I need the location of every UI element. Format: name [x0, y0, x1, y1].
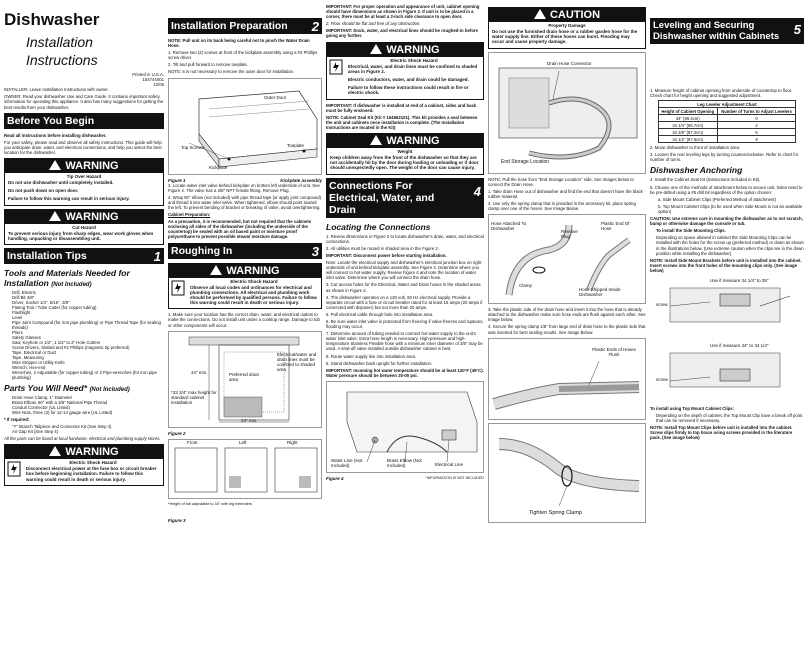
cabinet-title: Cabinet Preparation:: [168, 212, 211, 218]
drain-step: 1. Take drain Hose out of dishwasher and find the end that doesn't have the black rubber material.: [488, 188, 643, 199]
list-item: • Driver, Socket 1/4", 5/16", 3/8": [12, 300, 164, 305]
important-4: IMPORTANT: Disconnect power before starting installation.: [326, 252, 447, 258]
installer-note: INSTALLER: Leave Installation Instructions with owner.: [4, 87, 109, 93]
warning-electric-shock-3: WARNING Electric Shock Hazard Electrical, water, and drain lines must be confined to shaded areas in Figure 2. Electric conductors, water, and drain could be damaged. Failure to follow these instructions could result in fire or electric shock.: [326, 42, 484, 100]
parts-list: [4, 395, 164, 415]
list-item: • Screw Drivers, Slotted and #2 Phillips (magnetic tip preferred): [12, 345, 164, 350]
list-item: • Drill Bit 3/8": [12, 295, 164, 300]
table-row: 34 3/8" (87.2cm) 6: [658, 129, 796, 136]
note-seal-kit: NOTE: Cabinet Seal Kit (Kit # 154662101). This kit provides a seal between the unit and cabinets once installation is complete. (The Installation Instructions are located in the Kit): [326, 114, 478, 130]
drain-step: 2. Use only the spring clamp that is provided in the accessory kit, place spring clamp over one of the hoses. See Image Below.: [488, 200, 636, 212]
parts-footnote: All the parts can be found at local hardware, electrical and plumbing supply stores.: [4, 436, 161, 442]
loc-step: 1. Review dimensions in Figure 2 to locate dishwasher's drain, water, and electrical connections.: [326, 233, 484, 244]
prep-note: NOTE: Pull unit on its back being careful not to pinch the Water Drain Hose.: [168, 38, 310, 49]
fig3-note: *Height of tub adjustable to 34" with leg extenders: [168, 501, 252, 506]
figure-drain-hose-connector: [488, 52, 646, 174]
anchoring-title: Dishwasher Anchoring: [650, 165, 743, 176]
drain-step: 4. Secure the spring clamp 1/8" from large end of drain hose to the plastic side that was inserted for best sealing results. See Image Below.: [488, 324, 646, 335]
anchor-step: 4. Install the Cabinet Seal Kit (Instructions included in Kit).: [650, 177, 761, 183]
important-3: IMPORTANT: If dishwasher is installed at end of a cabinet, sides and back must be fully enclosed.: [326, 102, 477, 113]
figure-hose-flush: [488, 338, 646, 420]
label-plastic-end: Plastic End Of Hose: [601, 221, 630, 232]
label-clamp: Clamp: [519, 283, 533, 289]
loc-step: 6. Be sure water inlet valve is protected from freezing if valve freezes and ruptures, flooding may occur.: [326, 318, 484, 330]
prep-step: NOTE: It is not necessary to remove the outer door for installation.: [168, 69, 295, 75]
list-item: • Conduit Connector (UL Listed): [12, 405, 164, 410]
label-brass-elbow: Brass Elbow (Not Included): [387, 457, 422, 468]
loc-step: 7. Determine amount of tubing needed to connect hot water supply to the unit's water inlet valve. Extra hose length is necessary. High-pressure and high-temperature Stainless Flexible hose with a minimum inner diameter of 3/8" may be used. A shut-off valve installed outside dishwasher cabinet is best.: [326, 331, 483, 352]
leveling-spacer: [650, 48, 804, 88]
warning-hazard: Electric Shock Hazard: [69, 460, 117, 466]
list-item: • "Y" Branch Tailpiece and Connector Kit (See Step 4): [12, 424, 164, 429]
list-item: • Drain Hose Clamp, 1" Diameter: [12, 395, 164, 400]
label-hose-shipped: Hose Shipped Inside Dishwasher: [579, 287, 621, 298]
label-remove-plug: Remove Plug: [561, 229, 578, 240]
label-width: 24" min.: [241, 417, 258, 423]
warning-line: Do not push down on open door.: [8, 188, 79, 194]
side-clip-up-illustration: [650, 276, 804, 338]
warning-hazard: Tip Over Hazard: [66, 174, 102, 180]
list-item: • Saw, Keyhole or 1/2", 1 1/2" to 2" Hole Cutters: [12, 340, 164, 345]
footer-note: *INFORMATION IS NOT INCLUDED: [425, 475, 484, 480]
label-electrical-line: Electrical Line: [435, 461, 464, 467]
fig4-caption-row: [326, 476, 484, 483]
list-item: • Flaring Tool / Tube Cutter (for copper tubing): [12, 305, 164, 310]
fig3-caption: Figure 3: [168, 517, 186, 523]
list-item: • Wrenches, 2 Adjustable (for copper tubing) or 2 Pipe-wrenches (for iron pipe plumbing): [12, 370, 164, 380]
before-p2: For your safety, please read and observe all safety instructions. This guide will help you anticipate drain, water, and electrical connections, and help you select the best location for the dishwasher.: [4, 139, 162, 155]
table-row: 34" (86.4cm) 0: [658, 115, 796, 122]
warning-tip-over: WARNING Tip Over Hazard Do not use dishwasher until completely installed. Do not push down on open door. Failure to follow this warning can result in serious injury.: [4, 158, 164, 206]
anchor-step: 5. Choose one of the methods of attachment below to secure unit, holes need to be pre-drilled using a #5 drill bit regardless of the option chosen:: [650, 184, 803, 195]
figure-3-views: [168, 439, 322, 499]
warning-line: To prevent serious injury from sharp edges, wear work gloves when handling, unpacking or disassembling unit.: [8, 230, 154, 241]
list-item: • Flashlight: [12, 310, 164, 315]
caution-property-damage: CAUTION Property Damage Do not use the furnished drain hose or a rubber garden hose for the water supply line. Either of these hoses can burst. Flooding may occur and cause property damage.: [488, 7, 646, 49]
caution-line: Do not use the furnished drain hose or a rubber garden hose for the water supply line. Either of these hoses can burst. Flooding may occur and cause property damage.: [492, 29, 638, 45]
warning-line: Failure to follow this warning can result in serious injury.: [8, 196, 130, 202]
fig2-caption-row: [168, 431, 322, 436]
shock-icon: [327, 57, 345, 99]
warning-electric-shock-2: WARNING Electric Shock Hazard Observe all local codes and ordinances for electrical and plumbing connections. All electrical and plumbing work should be performed by qualified persons. Failure to follow this warning could result in death or serious injury.: [168, 263, 322, 310]
label-toeplate: Toeplate: [287, 142, 305, 148]
level-step: 3. Loosen the rear leveling legs by turning counterclockwise. Refer to chart for number of turns.: [650, 152, 799, 163]
doc-subtitle-1: Installation: [26, 34, 93, 50]
table-title: Leg Leveler Adjustment Chart: [658, 101, 796, 108]
doc-title: Dishwasher: [4, 10, 100, 29]
column-2: [168, 4, 322, 642]
label-use-if-1: Use if measure 34 1/4" to 35": [710, 277, 769, 283]
section-leveling: Leveling and Securing Dishwasher within Cabinets 5: [650, 18, 804, 44]
section-installation-preparation: Installation Preparation 2: [168, 18, 322, 34]
column-5: [650, 4, 804, 642]
column-3: [326, 4, 484, 642]
important-5: IMPORTANT: Incoming hot water temperature should be at least 120°F (49°C). Water pressure should be between 20-00 psi.: [326, 367, 484, 378]
column-4: [488, 4, 646, 642]
label-preferred-drain: Preferred drain area: [229, 371, 260, 382]
table-row: 34 1/4" (86.7cm) 2: [658, 122, 796, 129]
step-2: 2. Floor should be flat and free of any obstruction.: [326, 21, 421, 27]
section-connections: Connections For Electrical, Water, and Drain 4: [326, 178, 484, 218]
prep-step: 4. Wrap 90° elbow (not included) with pipe thread tape (or apply joint compound) and thread it into water inlet valve. When tightened, elbow should point toward the left. To prevent bending of bracket or breaking of valve, avoid overtightening.: [168, 194, 322, 210]
fig4-caption: Figure 4: [326, 475, 344, 481]
label-height: 34" min.: [191, 369, 208, 375]
important-1: IMPORTANT: For proper operation and appearance of unit, cabinet opening should have dimensions as shown in Figure 2. If unit is to be placed in a corner, there must be at least a 2-inch side clearance to open door.: [326, 4, 480, 20]
figure-4-connections: [326, 381, 484, 473]
shock-icon: [5, 459, 23, 485]
doc-subtitle-2: Instructions: [26, 52, 98, 68]
figure-hose-clamp: [488, 214, 646, 304]
label-drain-hose-connector: Drain Hose Connector: [547, 60, 592, 66]
caution-icon: [534, 9, 546, 19]
list-item: • Safety Glasses: [12, 335, 164, 340]
section-before-you-begin: Before You Begin: [4, 113, 164, 129]
loc-note: Note: Locate the electrical supply and dishwasher's electrical junction box on right underside of unit behind kickplate assembly. See Figure 4. Determine where you will connect to hot water supply. Review Figure 4 and note the location of water inlet valve. Determine where you will connect the drain hose.: [326, 260, 482, 281]
warning-line: Keep children away from the front of the dishwasher so that they are not accidentally hit by the door during loading or unloading or if door should unexpectedly open. The weight of the door can cause injury.: [330, 155, 479, 171]
warning-icon: [370, 44, 382, 54]
warning-electric-shock-1: WARNING Electric Shock Hazard Disconnect electrical power at the fuse box or circuit breaker box before beginning installation. Failure to follow this warning could result in death or serious injury.: [4, 444, 164, 486]
note-top-install: NOTE: Install Top Mount Clips before unit is installed into the cabinet. Screw clips firmly to top brace using screws provided in the literature pack. (See image below): [650, 425, 793, 441]
leg-leveler-table: [658, 100, 797, 143]
warning-line: Do not use dishwasher until completely installed.: [8, 180, 114, 186]
label-standard: *33 3/4" max height for standard cabinet installation: [171, 389, 217, 405]
note-side-install: NOTE: Install Side Mount Brackets before unit is installed into the cabinet. Insert screws into the front holes of the mounting clips only. (See image below): [650, 257, 802, 273]
drain-step: 3. Take the plastic side of the drain hose and insert it into the hose that is already attached to the dishwasher make sure hose ends are flush against each other. See Image below.: [488, 307, 646, 323]
tools-title: Tools and Materials Needed for Installation (Not Included): [4, 268, 130, 289]
caution-line: CAUTION: Use extreme care in mounting the dishwasher as to not scratch, bump or otherwise damage the console or tub.: [650, 216, 803, 227]
anchor-option: b. Top Mount Cabinet Clips (to be used when Side Mount is not an available option): [658, 203, 803, 214]
side-title: To install the Side Mounting Clips.: [656, 228, 726, 234]
warning-line: Observe all local codes and ordinances for electrical and plumbing connections. All electrical and plumbing work should be performed by qualified persons. Failure to follow this warning could result in death or serious injury.: [190, 284, 317, 306]
loc-step: 5. Pull electrical cable through hole into installation area.: [326, 311, 434, 317]
warning-hazard: Electric Shock Hazard: [230, 278, 278, 284]
label-left: Left: [239, 439, 247, 445]
prep-step: 3. Locate water inlet valve behind kickplate on bottom left underside of unit. See Figure 4. The valve has a 3/8" NPT female fitting. Remove Plug.: [168, 182, 320, 193]
loc-step: 3. Cut access holes for the Electrical, Water and Drain hoses in the shaded areas as shown in Figure 2.: [326, 282, 481, 293]
label-screw: screw: [656, 376, 668, 382]
print-info: [4, 72, 164, 87]
label-outer-door: Outer Door: [264, 94, 287, 100]
warning-line: Disconnect electrical power at the fuse box or circuit breaker box before beginning installation. Failure to follow this warning could result in death or serious injury.: [26, 466, 157, 482]
list-item: • Pipe Joint Compound (for iron pipe plumbing) or Pipe Thread Tape (for sealing threads): [12, 320, 164, 330]
warning-icon: [370, 135, 382, 145]
label-screw: screw: [656, 301, 668, 307]
warning-weight: WARNING Weight Keep children away from the front of the dishwasher so that they are not accidentally hit by the door during loading or unloading or if door should unexpectedly open. The weight of the door can cause injury.: [326, 133, 484, 175]
part-number: 154744001: [142, 77, 164, 83]
list-item: • Wire Stripper or Utility Knife: [12, 360, 164, 365]
list-item: • Tape, Measuring: [12, 355, 164, 360]
table-header: Number of Turns to Adjust Levelers: [717, 108, 795, 115]
list-item: • Drill, Electric: [12, 290, 164, 295]
drain-connector-illustration: [489, 53, 645, 173]
warning-icon: [49, 446, 61, 456]
figure-1-kickplate: [168, 78, 322, 175]
label-kickplate: Kickplate: [209, 164, 228, 170]
prep-step: 2. Tilt and pull forward to remove toeplate.: [168, 62, 249, 68]
owner-note: OWNER: Read your dishwasher Use and Care Guide. It contains important safety information for operating this appliance. It also has many suggestions for getting the best results from your dishwasher.: [4, 94, 164, 110]
warning-line: Electric conductors, water, and drain could be damaged.: [348, 76, 469, 82]
before-p1: Read all instructions before installing dishwasher.: [4, 132, 107, 138]
list-item: • Wrench, Hex-end: [12, 365, 164, 370]
required-list: [4, 424, 164, 434]
loc-step: 2. All utilities must be routed in shaded area in the Figure 2.: [326, 245, 439, 251]
section-roughing-in: Roughing In 3: [168, 243, 322, 259]
figure-tighten-clamp: [488, 423, 646, 523]
important-2: IMPORTANT: Drain, water, and electrical lines should be roughed-in before going any further.: [326, 28, 479, 39]
warning-line: Failure to follow these instructions could result in fire or electric shock.: [348, 85, 469, 96]
side-clip-down-illustration: [650, 341, 804, 403]
side-text: Depending on space allowed in cabinet the Side Mounting Clips can be installed with the holes for the screw up (preferred method) or down as shown in the illustrations below. (Use extreme caution when the clips are in the down position while installing the dishwasher).: [656, 235, 804, 256]
column-1: [4, 4, 164, 642]
print-date: 12/06: [153, 82, 164, 88]
table-row: 34 1/2" (87.6cm) 9: [658, 136, 796, 143]
table-header: Height of Cabinet Opening: [658, 108, 717, 115]
rough-step: 1. Make sure your location has the correct drain, water, and electrical outlets to make the connections. Do not install unit under a cooktop range. Damage to tub or other components will occur.: [168, 312, 320, 328]
views-illustration: [169, 440, 321, 498]
if-required: * If required:: [4, 417, 30, 423]
warning-icon: [210, 265, 222, 275]
label-ends-flush: Plastic Ends of Hoses Flush: [592, 346, 636, 357]
warning-icon: [49, 160, 61, 170]
warning-hazard: Electric Shock Hazard: [390, 57, 438, 63]
label-tighten-clamp: Tighten Spring Clamp: [529, 509, 582, 516]
top-title: To install using Top Mount Cabinet Clips:: [650, 405, 735, 411]
section-installation-tips: Installation Tips 1: [4, 248, 164, 264]
warning-hazard: Cut Hazard: [72, 224, 96, 230]
warning-icon: [49, 211, 61, 221]
label-use-if-2: Use if measure 34" to 34 1/4": [710, 342, 769, 348]
cabinet-text: As a precaution, it is recommended, but not required that the cabinets enclosing all sides of the dishwasher (including the underside of the countertop) be sealed with an oil based paint or moisture proof polyurethane to prevent possible steam/ moisture damage.: [168, 219, 312, 240]
anchor-option: a. Side Mount Cabinet Clips (Preferred Method of attachment): [658, 196, 776, 202]
label-end-storage: End Storage Location: [501, 158, 550, 165]
figure-2-dimensions: [168, 331, 322, 428]
level-step: 2. Move dishwasher to front of installation area.: [650, 145, 741, 151]
label-front: Front: [187, 439, 198, 445]
kickplate-illustration: [169, 79, 321, 174]
fig2-caption: Figure 2: [168, 430, 186, 436]
loc-step: 4. The dishwasher operates on a 120 volt, 60 Hz electrical supply. Provide a separate circuit with a fuse or circuit breaker rated for at least 15 amps (20 amps if connected with disposer) but not more than 20 amps.: [326, 294, 483, 310]
note-pull: NOTE: Pull the hose from "End Storage Location" side. See images below to connect the Drain Hose.: [488, 176, 634, 187]
label-hose-attached: Hose Attached To Dishwasher: [491, 221, 527, 232]
loc-step: 9. Stand dishwasher back upright for further installation.: [326, 360, 433, 366]
caution-hazard: Property Damage: [548, 23, 586, 28]
warning-hazard: Weight: [397, 149, 413, 155]
warning-line: Electrical, water, and drain lines must be confined to shaded areas in Figure 2.: [348, 63, 478, 74]
label-electrical-area: Electrical/water and drain lines must be confined to shaded area: [277, 351, 317, 372]
list-item: • Brass Elbow, 90° with a 3/8" National Pipe Thread: [12, 400, 164, 405]
level-step: 1. Measure height of cabinet opening from underside of countertop to floor. Check chart for height opening and suggested adjustment.: [650, 88, 793, 99]
printed-in: Printed in U.S.A.: [132, 72, 164, 77]
tighten-clamp-illustration: [489, 424, 645, 522]
top-text: Depending on the depth of cabinet, the Top Mount Clip have a break off point that can be removed if necessary.: [656, 413, 803, 424]
list-item: • Pliers: [12, 330, 164, 335]
figure-side-clip-up: [650, 276, 804, 338]
fig1-caption-right: Kickplate assembly: [280, 177, 322, 183]
prep-step: 1. Remove two (2) screws at front of the kickplate assembly using a #2 Phillips screw driver.: [168, 50, 318, 61]
loc-step: 8. Route water supply line into installation area.: [326, 353, 417, 359]
list-item: • Air Gap Kit (See Step 4): [12, 429, 164, 434]
label-right: Right: [287, 439, 298, 445]
list-item: • Wire Nuts, three (3) for 12-14 gauge wire (UL Listed): [12, 410, 164, 415]
parts-title: Parts You Will Need* (Not Included): [4, 383, 130, 394]
list-item: • Tape, Electrical or Duct: [12, 350, 164, 355]
fig1-caption: Figure 1: [168, 177, 186, 183]
locating-title: Locating the Connections: [326, 221, 431, 232]
shock-icon: [169, 278, 187, 309]
label-top-screws: Top Screws: [181, 144, 205, 150]
warning-cut: WARNING Cut Hazard To prevent serious injury from sharp edges, wear work gloves when handling, unpacking or disassembling unit.: [4, 209, 164, 245]
figure-side-clip-down: [650, 341, 804, 403]
tools-list: [4, 290, 164, 380]
list-item: • Level: [12, 315, 164, 320]
label-water-line: Water Line (Not Included): [331, 457, 363, 468]
